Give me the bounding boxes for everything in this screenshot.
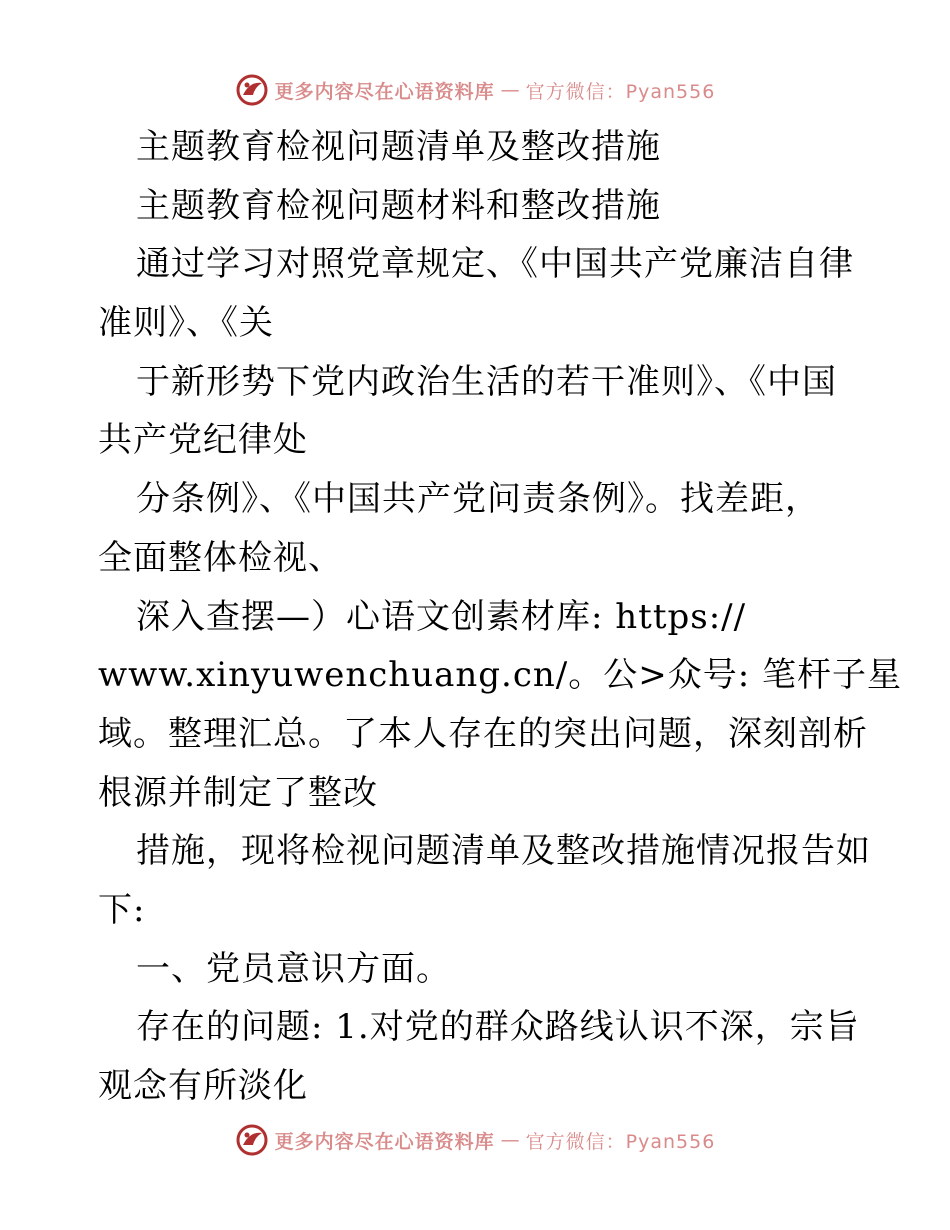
text-line: www.xinyuwenchuang.cn/。公>众号: 笔杆子星 [98, 655, 902, 696]
text-line: 观念有所淡化 [98, 1066, 308, 1106]
text-line: 共产党纪律处 [98, 420, 308, 461]
document-body [98, 118, 902, 1116]
text-line: 域。整理汇总。了本人存在的突出问题，深刻剖析 [98, 713, 868, 754]
text-line: 主题教育检视问题材料和整改措施 [136, 185, 661, 226]
calligraphy-brush-logo-icon [235, 1123, 269, 1157]
footer-contact-text: 官方微信：Pyan556 [525, 1130, 716, 1153]
calligraphy-brush-logo-icon [235, 73, 269, 107]
footer-site-text: 更多内容尽在心语资料库 [274, 1130, 495, 1153]
text-line: 准则》、《关 [98, 303, 274, 344]
text-line: 下: [98, 889, 146, 930]
text-line: 通过学习对照党章规定、《中国共产党廉洁自律 [136, 244, 854, 285]
text-line: 根源并制定了整改 [98, 772, 378, 813]
header-site-text: 更多内容尽在心语资料库 [274, 80, 495, 103]
text-line: 深入查摆—）心语文创素材库: https:// [136, 596, 747, 637]
footer-separator: — [500, 1129, 520, 1151]
text-line: 一、党员意识方面。 [136, 948, 451, 989]
header-separator: — [500, 79, 520, 101]
text-line: 存在的问题: 1.对党的群众路线认识不深，宗旨 [136, 1007, 860, 1048]
header-contact-text: 官方微信：Pyan556 [525, 80, 716, 103]
text-line: 主题教育检视问题清单及整改措施 [136, 127, 661, 167]
text-line: 全面整体检视、 [98, 537, 343, 578]
text-line: 于新形势下党内政治生活的若干准则》、《中国 [136, 361, 837, 402]
footer-banner [0, 1120, 950, 1160]
header-banner [0, 70, 950, 110]
text-line: 分条例》、《中国共产党问责条例》。找差距， [136, 479, 820, 520]
text-line: 措施，现将检视问题清单及整改措施情况报告如 [136, 831, 871, 872]
